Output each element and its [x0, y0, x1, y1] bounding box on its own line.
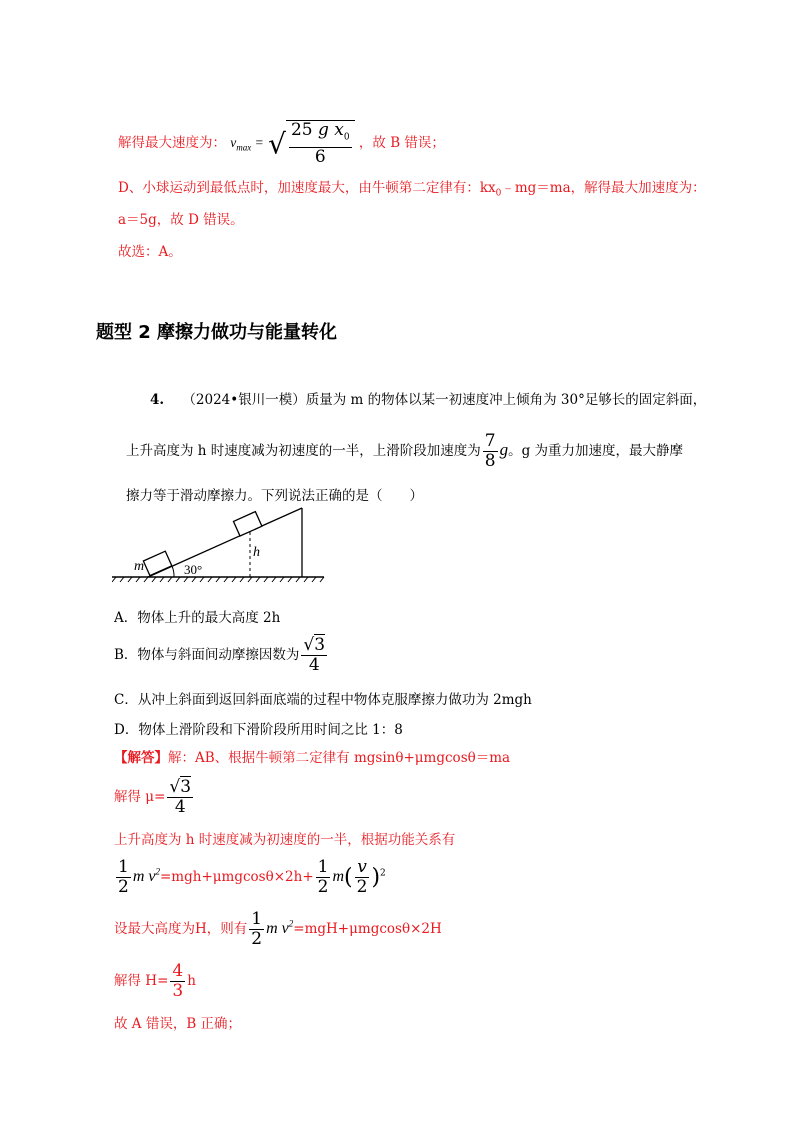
option-d: D．物体上滑阶段和下滑阶段所用时间之比 1：8 — [114, 722, 403, 738]
velocity-symbol: $v_{max}$ = — [230, 135, 264, 153]
velocity-line — [118, 120, 445, 167]
solution-H: 解得 H= $\frac{4}{3}$ h — [114, 961, 196, 1001]
angle-arc — [172, 566, 174, 577]
solution-line-1: 【解答】解：AB、根据牛顿第二定律有 mgsinθ+μmgcosθ＝ma — [114, 750, 511, 766]
mass-label: m — [134, 559, 145, 574]
solution-energy-intro: 上升高度为 h 时速度减为初速度的一半，根据功能关系有 — [114, 832, 456, 848]
option-a: A．物体上升的最大高度 2h — [114, 610, 281, 626]
question-line-2: 上升高度为 h 时速度减为初速度的一半，上滑阶段加速度为 $\frac{7}{8}$ g。g 为重力加速度，最大静摩 — [126, 431, 684, 471]
solution-equation-1: $\frac{1}{2}$ m $v^2=mgh+\mu mgcos\theta\times 2h+$ $\frac{1}{2}$ m( $\frac{v}{2}$ )$^2$ — [118, 857, 386, 897]
option-d-analysis: D、小球运动到最低点时，加速度最大，由牛顿第二定律有：$kx_0﹣mg=ma$，解得最大加速度为： — [118, 180, 706, 199]
incline-figure — [112, 500, 332, 590]
question-number: 4. — [150, 392, 165, 408]
angle-label: 30° — [184, 562, 203, 577]
answer-choice: 故选：A。 — [118, 244, 182, 260]
option-d-result: a＝5g，故 D 错误。 — [118, 212, 244, 228]
question-line-1: 4. （2024•银川一模）质量为 m 的物体以某一初速度冲上倾角为 30°足够长的固定斜面， — [150, 392, 707, 408]
solution-equation-2: 设最大高度为H，则有 $\frac{1}{2}$ m $v^2=mgH+\mu mgcos\theta\times 2H$ — [114, 909, 442, 949]
option-c: C．从冲上斜面到返回斜面底端的过程中物体克服摩擦力做功为 2mgh — [114, 692, 532, 708]
solution-mu: 解得 μ= $\frac{√3}{4}$ — [114, 777, 192, 817]
solution-tag: 【解答】 — [114, 750, 168, 766]
velocity-conclusion: ，故 B 错误； — [358, 135, 445, 152]
section-heading: 题型 2 摩擦力做功与能量转化 — [96, 322, 338, 343]
option-b: B．物体与斜面间动摩擦因数为 $\frac{√3}{4}$ — [114, 635, 326, 675]
block-bottom — [143, 551, 171, 575]
velocity-sqrt: √ $\frac{25 g x_0}{6}$ — [268, 120, 355, 167]
velocity-label: 解得最大速度为： — [118, 135, 226, 152]
height-label: h — [253, 545, 260, 560]
solution-conclusion: 故 A 错误，B 正确； — [114, 1016, 242, 1032]
block-top — [233, 512, 261, 536]
question-line-3: 擦力等于滑动摩擦力。下列说法正确的是（ ） — [126, 488, 423, 504]
